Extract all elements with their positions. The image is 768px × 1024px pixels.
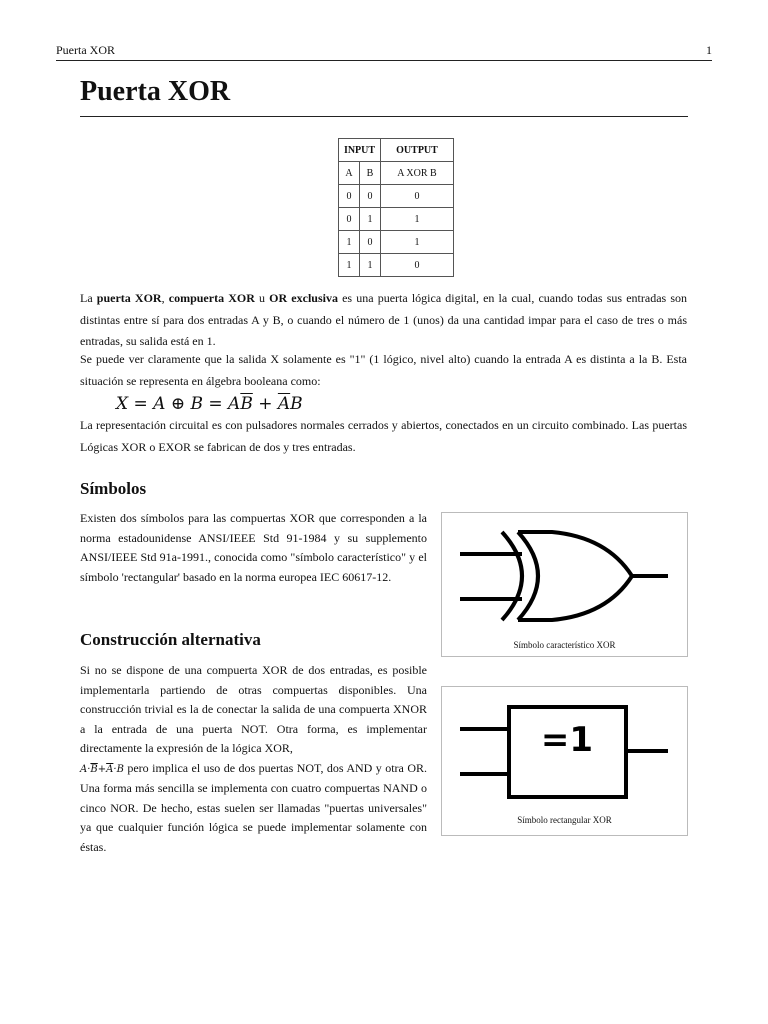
construction-text: pero implica el uso de dos puertas NOT, dos AND y otra OR. Una forma más sencilla se implementa con cuatro compuertas NAND o cinco NOR. De hecho, estas suelen ser llamadas "puertas universales" ya que cualquier función lógica se puede implementar solamente con éstas. xyxy=(80,760,427,854)
table-group-header-row xyxy=(339,139,454,162)
intro-text: , xyxy=(161,291,169,305)
cell: 0 xyxy=(339,208,360,231)
group-header-output: OUTPUT xyxy=(381,139,454,162)
cell: 0 xyxy=(360,231,381,254)
formula-lhs: X = A ⊕ B = A xyxy=(116,394,241,414)
col-header-b: B xyxy=(360,162,381,185)
cell: 1 xyxy=(360,254,381,277)
page-title: Puerta XOR xyxy=(80,76,688,117)
col-header-a: A xyxy=(339,162,360,185)
rectangular-symbol-label: =1 xyxy=(540,720,594,760)
formula-b-bar: $\overline{B}$ xyxy=(240,394,253,414)
section-heading-construccion: Construcción alternativa xyxy=(80,630,261,649)
table-row xyxy=(339,254,454,277)
cell: 0 xyxy=(381,185,454,208)
construction-paragraph xyxy=(80,661,427,857)
formula-plus: + xyxy=(252,394,278,414)
paragraph-boolean: Se puede ver claramente que la salida X solamente es "1" (1 lógico, nivel alto) cuando la entrada A es distinta a la B. Esta situación se representa en álgebra booleana como: xyxy=(80,352,687,388)
inline-plus: + xyxy=(97,763,107,775)
cell: 1 xyxy=(360,208,381,231)
formula-b: B xyxy=(290,394,303,414)
group-header-input: INPUT xyxy=(339,139,381,162)
term-compuerta-xor: compuerta XOR xyxy=(168,291,255,305)
table-row xyxy=(339,208,454,231)
figure-caption: Símbolo característico XOR xyxy=(513,640,616,650)
col-header-output: A XOR B xyxy=(381,162,454,185)
intro-text: u xyxy=(254,291,270,305)
term-or-exclusiva: OR exclusiva xyxy=(269,291,338,305)
cell: 1 xyxy=(381,208,454,231)
figure-caption: Símbolo rectangular XOR xyxy=(517,815,612,825)
figure-xor-rectangular xyxy=(441,686,688,836)
cell: 1 xyxy=(381,231,454,254)
xor-rectangular-gate-icon xyxy=(442,687,687,812)
inline-b-bar: $\overline{B}$ xyxy=(90,763,98,775)
cell: 0 xyxy=(339,185,360,208)
intro-paragraph xyxy=(80,288,687,353)
cell: 0 xyxy=(360,185,381,208)
term-puerta-xor: puerta XOR xyxy=(96,291,162,305)
table-row xyxy=(339,185,454,208)
truth-table xyxy=(338,138,454,277)
symbols-paragraph: Existen dos símbolos para las compuertas XOR que corresponden a la norma estadounidense ANSI/IEEE Std 91-1984 y su supplemento ANSI/IEEE Std 91a-1991., conocida como "símbolo característico" y el símbolo 'rectangular' basado en la norma europea IEC 60617-12. xyxy=(80,511,427,584)
formula-a-bar: $\overline{A}$ xyxy=(277,394,291,414)
xor-gate-icon xyxy=(442,513,687,638)
intro-text: es una puerta lógica digital, en la cual, cuando todas sus entradas son distintas entre sí para dos entradas A y B, o cuando el número de 1 (unos) da una cantidad impar para el caso de tres o más entradas, su salida está en 1. xyxy=(80,291,688,348)
construction-text: Si no se dispone de una compuerta XOR de dos entradas, es posible implementarla partiendo de otras compuertas disponibles. Una construcción trivial es la de conectar la salida de una compuerta XNOR a la entrada de una puerta NOT. Otra forma, es implementar directamente la expresión de la lógica XOR, xyxy=(80,663,427,755)
figure-xor-characteristic xyxy=(441,512,688,657)
cell: 1 xyxy=(339,231,360,254)
page-number: 1 xyxy=(706,43,712,57)
table-column-header-row xyxy=(339,162,454,185)
inline-a: A· xyxy=(80,763,91,775)
header-title: Puerta XOR xyxy=(56,43,115,57)
paragraph-circuit: La representación circuital es con pulsadores normales cerrados y abiertos, conectados en un circuito combinado. Las puertas Lógicas XOR o EXOR se fabrican de dos y tres entradas. xyxy=(80,418,687,454)
intro-text: La xyxy=(80,291,97,305)
boolean-formula xyxy=(116,394,303,414)
inline-a-bar: $\overline{A}$ xyxy=(106,763,114,775)
cell: 0 xyxy=(381,254,454,277)
cell: 1 xyxy=(339,254,360,277)
inline-b: ·B xyxy=(113,763,124,775)
running-header xyxy=(56,38,712,61)
section-heading-simbolos: Símbolos xyxy=(80,479,147,498)
inline-formula xyxy=(80,764,124,775)
table-row xyxy=(339,231,454,254)
